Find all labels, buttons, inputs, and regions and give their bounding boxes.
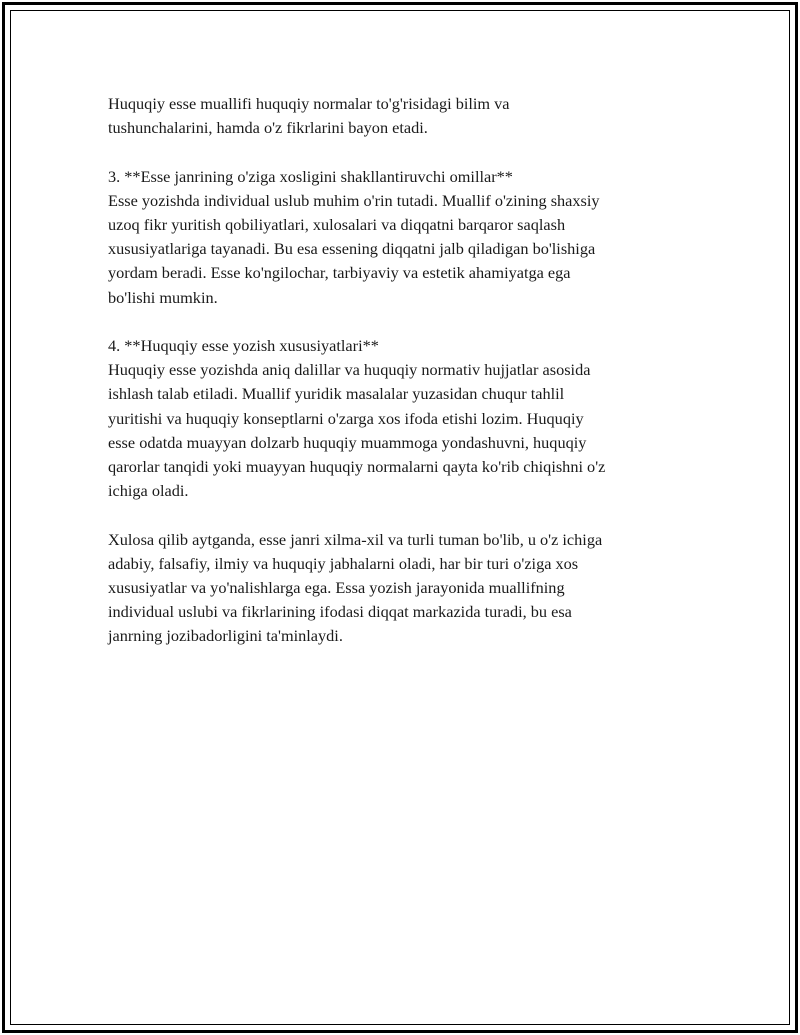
document-body [108, 92, 688, 649]
text-line: xususiyatlar va yo'nalishlarga ega. Essa yozish jarayonida muallifning [108, 578, 565, 598]
text-line: adabiy, falsafiy, ilmiy va huquqiy jabhalarni oladi, har bir turi o'ziga xos [108, 553, 579, 573]
text-line: esse odatda muayyan dolzarb huquqiy muammoga yondashuvni, huquqiy [108, 432, 587, 452]
text-line: bo'lishi mumkin. [108, 287, 218, 307]
text-line: individual uslubi va fikrlarining ifodasi diqqat markazida turadi, bu esa [108, 602, 572, 622]
paragraph-intro [108, 92, 688, 140]
paragraph-section-4 [108, 334, 688, 503]
text-line: tushunchalarini, hamda o'z fikrlarini bayon etadi. [108, 118, 428, 138]
text-line: qarorlar tanqidi yoki muayyan huquqiy normalarni qayta ko'rib chiqishni o'z [108, 457, 606, 477]
text-line: janrning jozibadorligini ta'minlaydi. [108, 626, 343, 646]
text-line: ichiga oladi. [108, 481, 189, 501]
paragraph-section-3 [108, 165, 688, 310]
text-line: Huquqiy esse yozishda aniq dalillar va huquqiy normativ hujjatlar asosida [108, 360, 591, 380]
paragraph-conclusion [108, 528, 688, 649]
section-heading: 3. **Esse janrining o'ziga xosligini shakllantiruvchi omillar** [108, 166, 513, 186]
text-line: ishlash talab etiladi. Muallif yuridik masalalar yuzasidan chuqur tahlil [108, 384, 565, 404]
text-line: yordam beradi. Esse ko'ngilochar, tarbiyaviy va estetik ahamiyatga ega [108, 263, 571, 283]
text-line: xususiyatlariga tayanadi. Bu esa essening diqqatni jalb qiladigan bo'lishiga [108, 239, 596, 259]
section-heading: 4. **Huquqiy esse yozish xususiyatlari** [108, 336, 379, 355]
text-line: uzoq fikr yuritish qobiliyatlari, xulosalari va diqqatni barqaror saqlash [108, 215, 566, 234]
text-line: Xulosa qilib aytganda, esse janri xilma-xil va turli tuman bo'lib, u o'z ichiga [108, 529, 603, 549]
text-line: Huquqiy esse muallifi huquqiy normalar to'g'risidagi bilim va [108, 94, 510, 113]
text-line: yuritishi va huquqiy konseptlarni o'zarga xos ifoda etishi lozim. Huquqiy [108, 408, 584, 428]
text-line: Esse yozishda individual uslub muhim o'rin tutadi. Muallif o'zining shaxsiy [108, 190, 600, 210]
